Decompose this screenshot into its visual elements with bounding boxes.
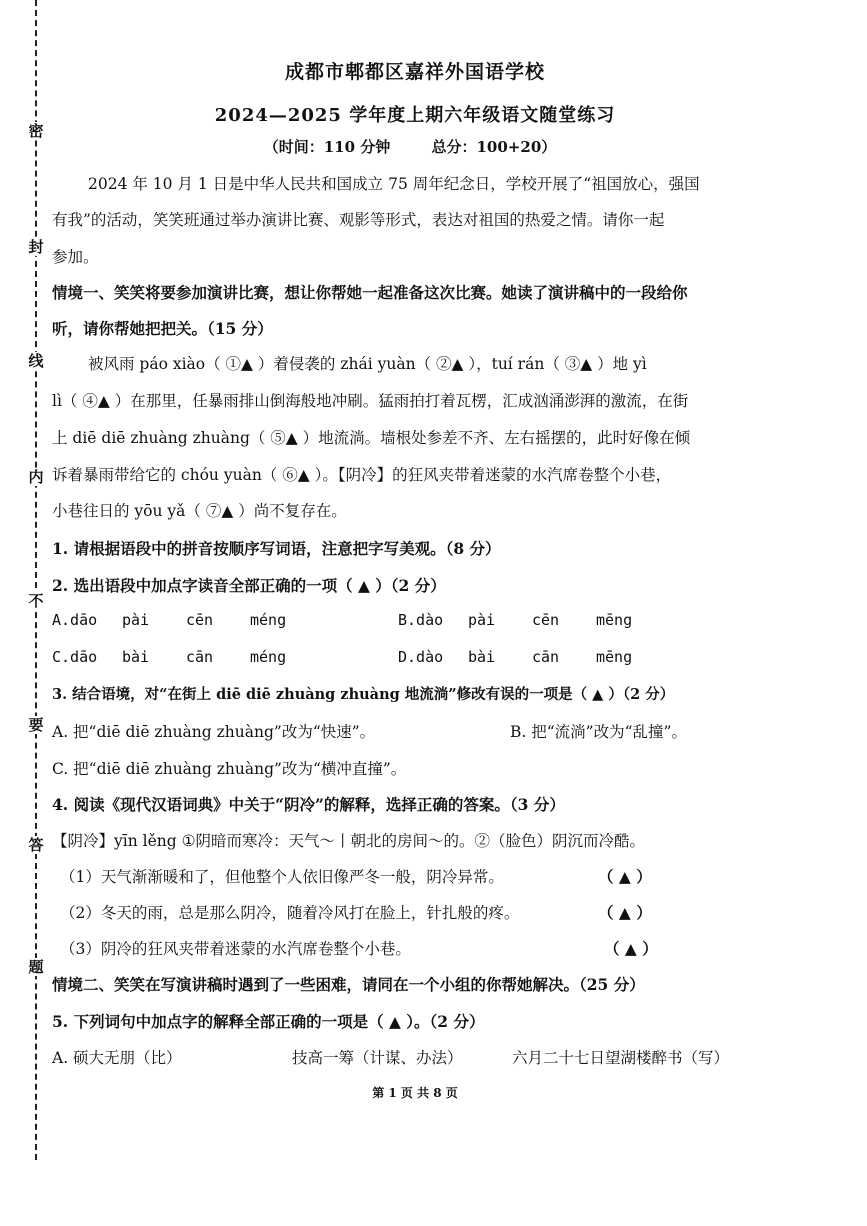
dictionary-definition: 【阴冷】yīn lěng ①阴暗而寒冷：天气～丨朝北的房间～的。②（脸色）阴沉而冷酷。 [52,832,645,850]
passage-line: lì（ ④▲ ）在那里，任暴雨排山倒海般地冲刷。猛雨拍打着瓦楞，汇成汹涌澎湃的激流，在街 [52,392,689,410]
question-2-stem: 2. 选出语段中加点字读音全部正确的一项（ ▲ ）（2 分） [52,576,446,595]
q4-item: （3）阴冷的狂风夹带着迷蒙的水汽席卷整个小巷。 [60,940,411,958]
answer-blank: （ ▲ ） [598,903,652,922]
passage-line: 被风雨 páo xiào（ ①▲ ）着侵袭的 zhái yuàn（ ②▲ ），tuí rán（ ③▲ ）地 yì [88,355,647,373]
passage-line: 上 diē diē zhuàng zhuàng（ ⑤▲ ）地流淌。墙根处参差不齐、左右摇摆的，此时好像在倾 [52,429,691,447]
intro-line: 有我”的活动，笑笑班通过举办演讲比赛、观影等形式，表达对祖国的热爱之情。请你一起 [52,211,665,229]
exam-title: 2024—2025 学年度上期六年级语文随堂练习 [214,105,616,126]
seal-char: 线 [28,352,44,370]
situation1-heading: 情境一、笑笑将要参加演讲比赛，想让你帮她一起准备这次比赛。她读了演讲稿中的一段给你 [52,283,688,302]
exam-info [0,136,820,157]
question-4-stem: 4. 阅读《现代汉语词典》中关于“阴冷”的解释，选择正确的答案。（3 分） [52,795,565,814]
answer-blank: （ ▲ ） [598,867,652,886]
q3-option-b: B. 把“流淌”改为“乱撞”。 [510,723,687,741]
q2-option-b: B.dào pài cēn mēng [398,611,633,629]
q3-option-c: C. 把“diē diē zhuàng zhuàng”改为“横冲直撞”。 [52,760,407,778]
seal-char: 密 [28,122,44,140]
q2-option-a: A.dāo pài cēn méng [52,611,287,629]
seal-char: 答 [28,836,44,854]
seal-char: 内 [28,468,44,486]
seal-char: 封 [28,238,44,256]
question-1: 1. 请根据语段中的拼音按顺序写词语，注意把字写美观。（8 分） [52,539,501,558]
q2-option-d: D.dào bài cān mēng [398,648,633,666]
q3-option-a: A. 把“diē diē zhuàng zhuàng”改为“快速”。 [52,723,376,741]
question-5-stem: 5. 下列词句中加点字的解释全部正确的一项是（ ▲ ）。（2 分） [52,1012,485,1031]
q2-option-c: C.dāo bài cān méng [52,648,287,666]
seal-line [35,0,37,1160]
q5-option-a-part2: 技高一筹（计谋、办法） [292,1049,463,1067]
exam-score: 总分：100+20） [431,138,557,156]
situation1-heading: 听，请你帮她把把关。（15 分） [52,319,273,338]
passage-line: 诉着暴雨带给它的 chóu yuàn（ ⑥▲ ）。【阴冷】的狂风夹带着迷蒙的水汽席卷整个小巷， [52,466,672,484]
answer-blank: （ ▲ ） [604,939,658,958]
situation2-heading: 情境二、笑笑在写演讲稿时遇到了一些困难，请同在一个小组的你帮她解决。（25 分） [52,975,645,994]
seal-char: 题 [28,958,44,976]
seal-char: 不 [28,592,44,610]
q4-item: （1）天气渐渐暖和了，但他整个人依旧像严冬一般，阴冷异常。 [60,868,504,886]
intro-line: 2024 年 10 月 1 日是中华人民共和国成立 75 周年纪念日，学校开展了“祖国放心，强国 [88,175,700,193]
q4-item: （2）冬天的雨，总是那么阴冷，随着冷风打在脸上，针扎般的疼。 [60,904,520,922]
seal-char: 要 [28,716,44,734]
q5-option-a-part3: 六月二十七日望湖楼醉书（写） [512,1049,730,1067]
school-name: 成都市郫都区嘉祥外国语学校 [284,61,545,83]
q5-option-a-part1: A. 硕大无朋（比） [52,1049,182,1067]
intro-line: 参加。 [52,248,99,266]
exam-time: （时间：110 分钟 [263,138,391,156]
passage-line: 小巷往日的 yōu yǎ（ ⑦▲ ）尚不复存在。 [52,502,347,520]
question-3-stem: 3. 结合语境，对“在街上 diē diē zhuàng zhuàng 地流淌”修改有误的一项是（ ▲ ）（2 分） [52,686,675,703]
page-number: 第 1 页 共 8 页 [372,1086,458,1100]
